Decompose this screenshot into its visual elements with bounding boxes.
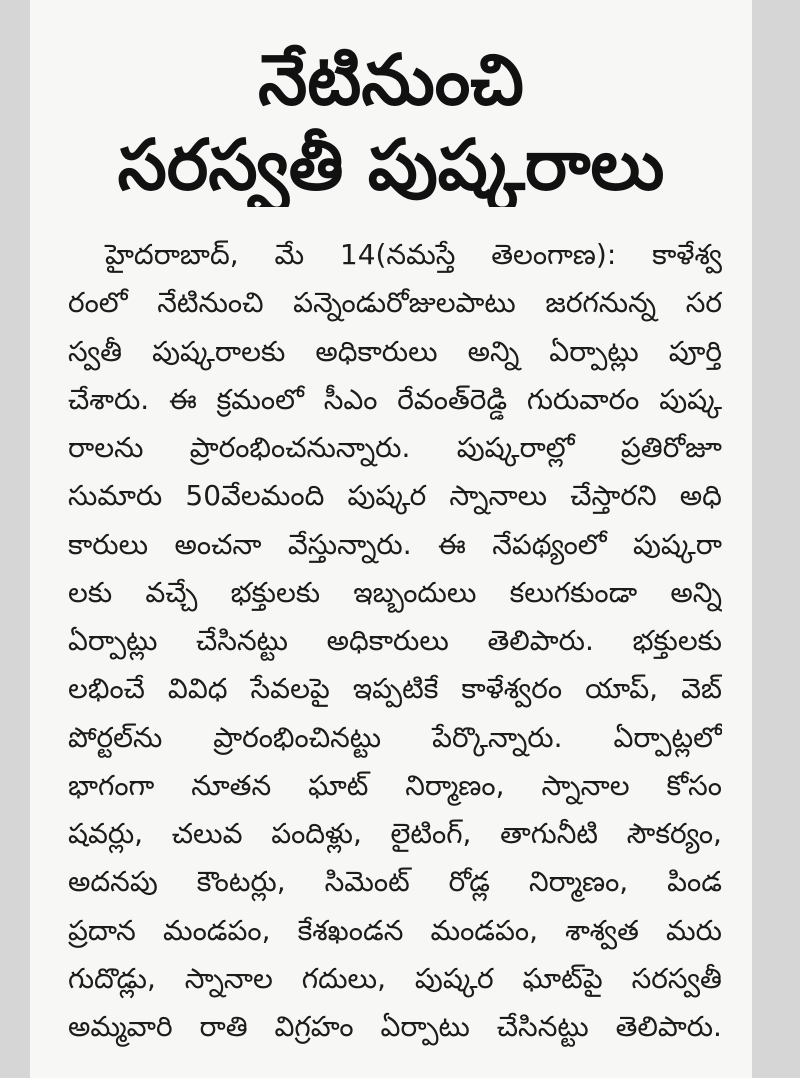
word: సిమెంట్ [324,865,410,899]
word: నూతన [191,768,272,802]
body-line [68,379,722,427]
body-line [68,234,722,282]
word: రంలో [68,286,128,320]
word: పందిళ్లు, [271,817,362,851]
word: చేసినట్టు [196,624,288,658]
word: పేర్కొన్నారు. [432,720,563,754]
word: పిండ [667,865,722,899]
word: కేశఖండన [297,913,404,947]
body-line [68,282,722,330]
word: వెబ్ [681,672,722,706]
word: వివిధ [167,672,228,706]
word: పన్నెండురోజులపాటు [293,286,516,320]
word: సర [685,286,722,320]
body-line [68,1006,722,1054]
word: నేపథ్యంలో [492,527,607,561]
headline-line-1: నేటినుంచి [258,39,524,121]
article-body [68,234,722,1054]
word: గురువారం [526,382,640,416]
word: స్వతీ [68,334,123,368]
word: 50వేలమంది [185,479,325,513]
word: లకు [68,575,113,609]
body-line [68,813,722,861]
word: వచ్చే [145,575,198,609]
word: హైదరాబాద్, [105,238,239,272]
word: ఘాట్‌పై [522,961,603,995]
word: పుష్కరా [632,527,722,561]
word: సుమారు [68,479,163,513]
word: స్నానాల [184,961,273,995]
word: అమ్మవారి [68,1010,173,1044]
word: తెలంగాణ): [491,238,617,272]
word: విగ్రహం [274,1010,354,1044]
word: సీఎం [323,382,378,416]
word: పోర్టల్‌ను [68,720,163,754]
word: అంచనా [174,527,262,561]
word: కాళేశ్వ [652,238,722,272]
word: తాగునీటి [500,817,599,851]
word: చేస్తారని [570,479,657,513]
word: 14(నమస్తే [339,238,456,272]
word: యాప్, [585,672,659,706]
word: ఇప్పటికే [352,672,439,706]
word: ప్రారంభించనున్నారు. [189,431,411,465]
word: నిర్మాణం, [528,865,629,899]
word: మండపం, [162,913,271,947]
word: ఈ [438,527,466,561]
body-line [68,910,722,958]
word: తెలిపారు. [615,1010,722,1044]
word: సరస్వతీ [631,961,722,995]
word: చలువ [171,817,243,851]
word: ప్రతిరోజూ [620,431,722,465]
body-line [68,331,722,379]
word: రాతి [199,1010,248,1044]
word: ఇబ్బందులు [353,575,477,609]
word: ఏర్పాటు [380,1010,470,1044]
word: ఘాట్ [308,768,369,802]
word: ఈ [168,382,197,416]
word: మండపం, [430,913,539,947]
body-line [68,524,722,572]
word: ఏర్పాట్లు [549,334,639,368]
word: ఏర్పాట్లు [68,624,158,658]
body-line [68,572,722,620]
word: అదనపు [68,865,158,899]
body-line [68,765,722,813]
body-line [68,475,722,523]
word: లభించే [68,672,145,706]
word: పుష్క [659,382,722,416]
word: కాళేశ్వరం [461,672,563,706]
body-line [68,958,722,1006]
word: షవర్లు, [68,817,144,851]
body-line [68,861,722,909]
word: అన్ని [670,575,722,609]
word: క్రమంలో [216,382,304,416]
word: అధి [679,479,722,513]
body-line [68,620,722,668]
news-clipping [30,0,752,1078]
word: కలుగకుండా [509,575,638,609]
word: పుష్కర [347,479,427,513]
body-line [68,668,722,716]
word: అన్ని [467,334,520,368]
word: గుదొడ్లు, [68,961,156,995]
word: మే [274,238,305,272]
word: ప్రారంభించినట్టు [213,720,382,754]
word: మరు [666,913,722,947]
body-line [68,427,722,475]
word: అధికారులు [315,334,438,368]
word: పుష్కర [414,961,494,995]
word: నేటినుంచి [157,286,264,320]
word: రాలను [68,431,144,465]
word: అధికారులు [326,624,449,658]
body-line [68,717,722,765]
word: స్నానాలు [449,479,548,513]
word: జరగనున్న [545,286,657,320]
word: స్నానాల [541,768,630,802]
word: భక్తులకు [632,624,722,658]
word: భక్తులకు [230,575,321,609]
word: వేస్తున్నారు. [287,527,412,561]
word: చేసినట్టు [496,1010,589,1044]
word: రోడ్ల [448,865,491,899]
headline-line-2: సరస్వతీ పుష్కరాలు [117,124,665,206]
word: ఏర్పాట్లలో [613,720,722,754]
word: చేశారు. [68,382,150,416]
word: పుష్కరాల్లో [456,431,575,465]
word: శాశ్వత [565,913,639,947]
word: సేవలపై [250,672,330,706]
word: గదులు, [301,961,386,995]
word: తెలిపారు. [487,624,594,658]
word: కారులు [68,527,149,561]
word: సౌకర్యం, [626,817,722,851]
word: లైటింగ్, [390,817,472,851]
word: కోసం [666,768,722,802]
word: భాగంగా [68,768,155,802]
word: రేవంత్‌రెడ్డి [397,382,508,416]
word: పూర్తి [668,334,722,368]
word: నిర్మాణం, [405,768,505,802]
word: ప్రదాన [68,913,136,947]
word: పుష్కరాలకు [152,334,286,368]
word: కౌంటర్లు, [196,865,286,899]
